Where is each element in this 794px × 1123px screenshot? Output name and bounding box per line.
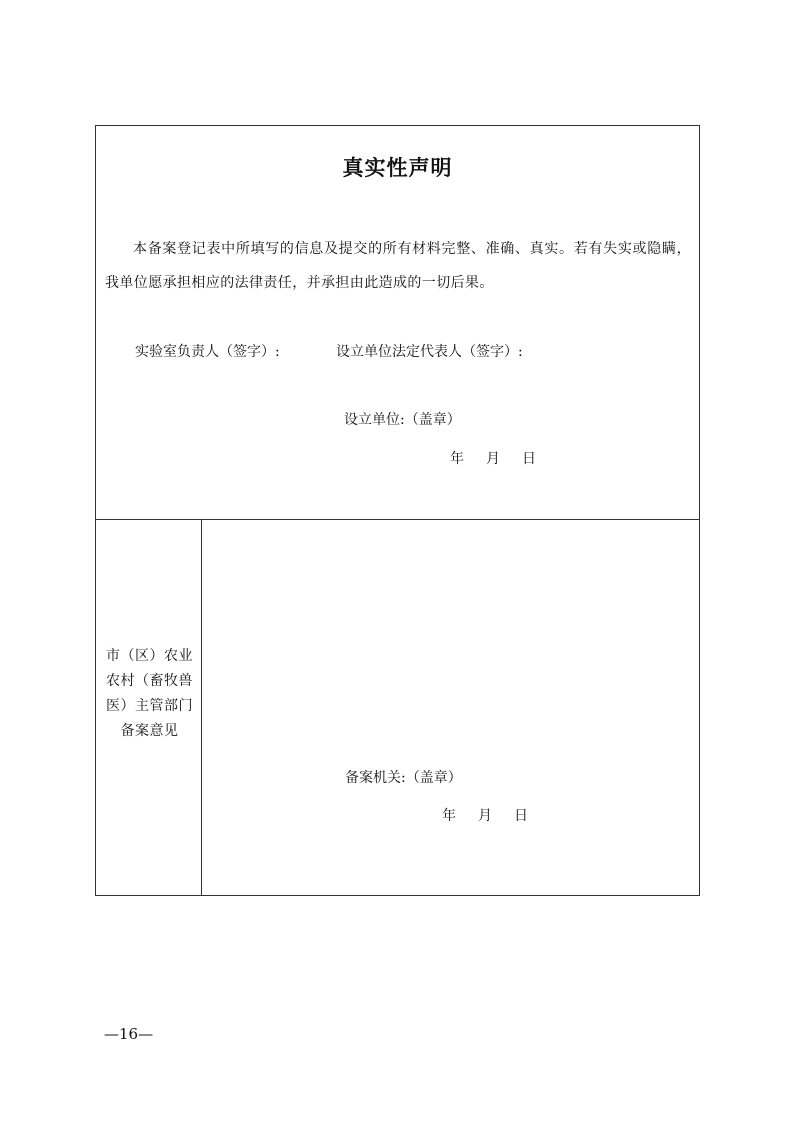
page-number: —16— [104, 1025, 154, 1043]
filing-label-cell [96, 519, 202, 895]
date-day-label: 日 [522, 451, 536, 467]
filing-agency-seal-label: 备案机关:（盖章） [345, 770, 462, 786]
date-day-label: 日 [514, 808, 528, 824]
date-month-label: 月 [478, 808, 492, 824]
lab-head-signature-label: 实验室负责人（签字）: [135, 344, 280, 360]
declaration-body: 本备案登记表中所填写的信息及提交的所有材料完整、准确、真实。若有失实或隐瞒，我单位愿承担相应的法律责任，并承担由此造成的一切后果。 [105, 241, 691, 291]
filing-label-line: 农村（畜牧兽 [106, 673, 193, 689]
date-year-label: 年 [450, 451, 464, 467]
filing-date-line [442, 805, 528, 825]
declaration-title: 真实性声明 [342, 155, 453, 180]
declaration-date-line [450, 448, 536, 468]
filing-label-line: 市（区）农业 [106, 648, 193, 664]
date-month-label: 月 [486, 451, 500, 467]
filing-department-label [102, 644, 197, 744]
authenticity-declaration-section [96, 126, 699, 520]
establishing-unit-seal-label: 设立单位:（盖章） [344, 412, 461, 428]
filing-label-line: 医）主管部门 [106, 698, 193, 714]
legal-representative-signature-label: 设立单位法定代表人（签字）: [336, 344, 523, 360]
filing-opinion-section [96, 519, 699, 895]
declaration-form-table [95, 125, 700, 896]
filing-label-line: 备案意见 [120, 723, 179, 739]
date-year-label: 年 [442, 808, 456, 824]
